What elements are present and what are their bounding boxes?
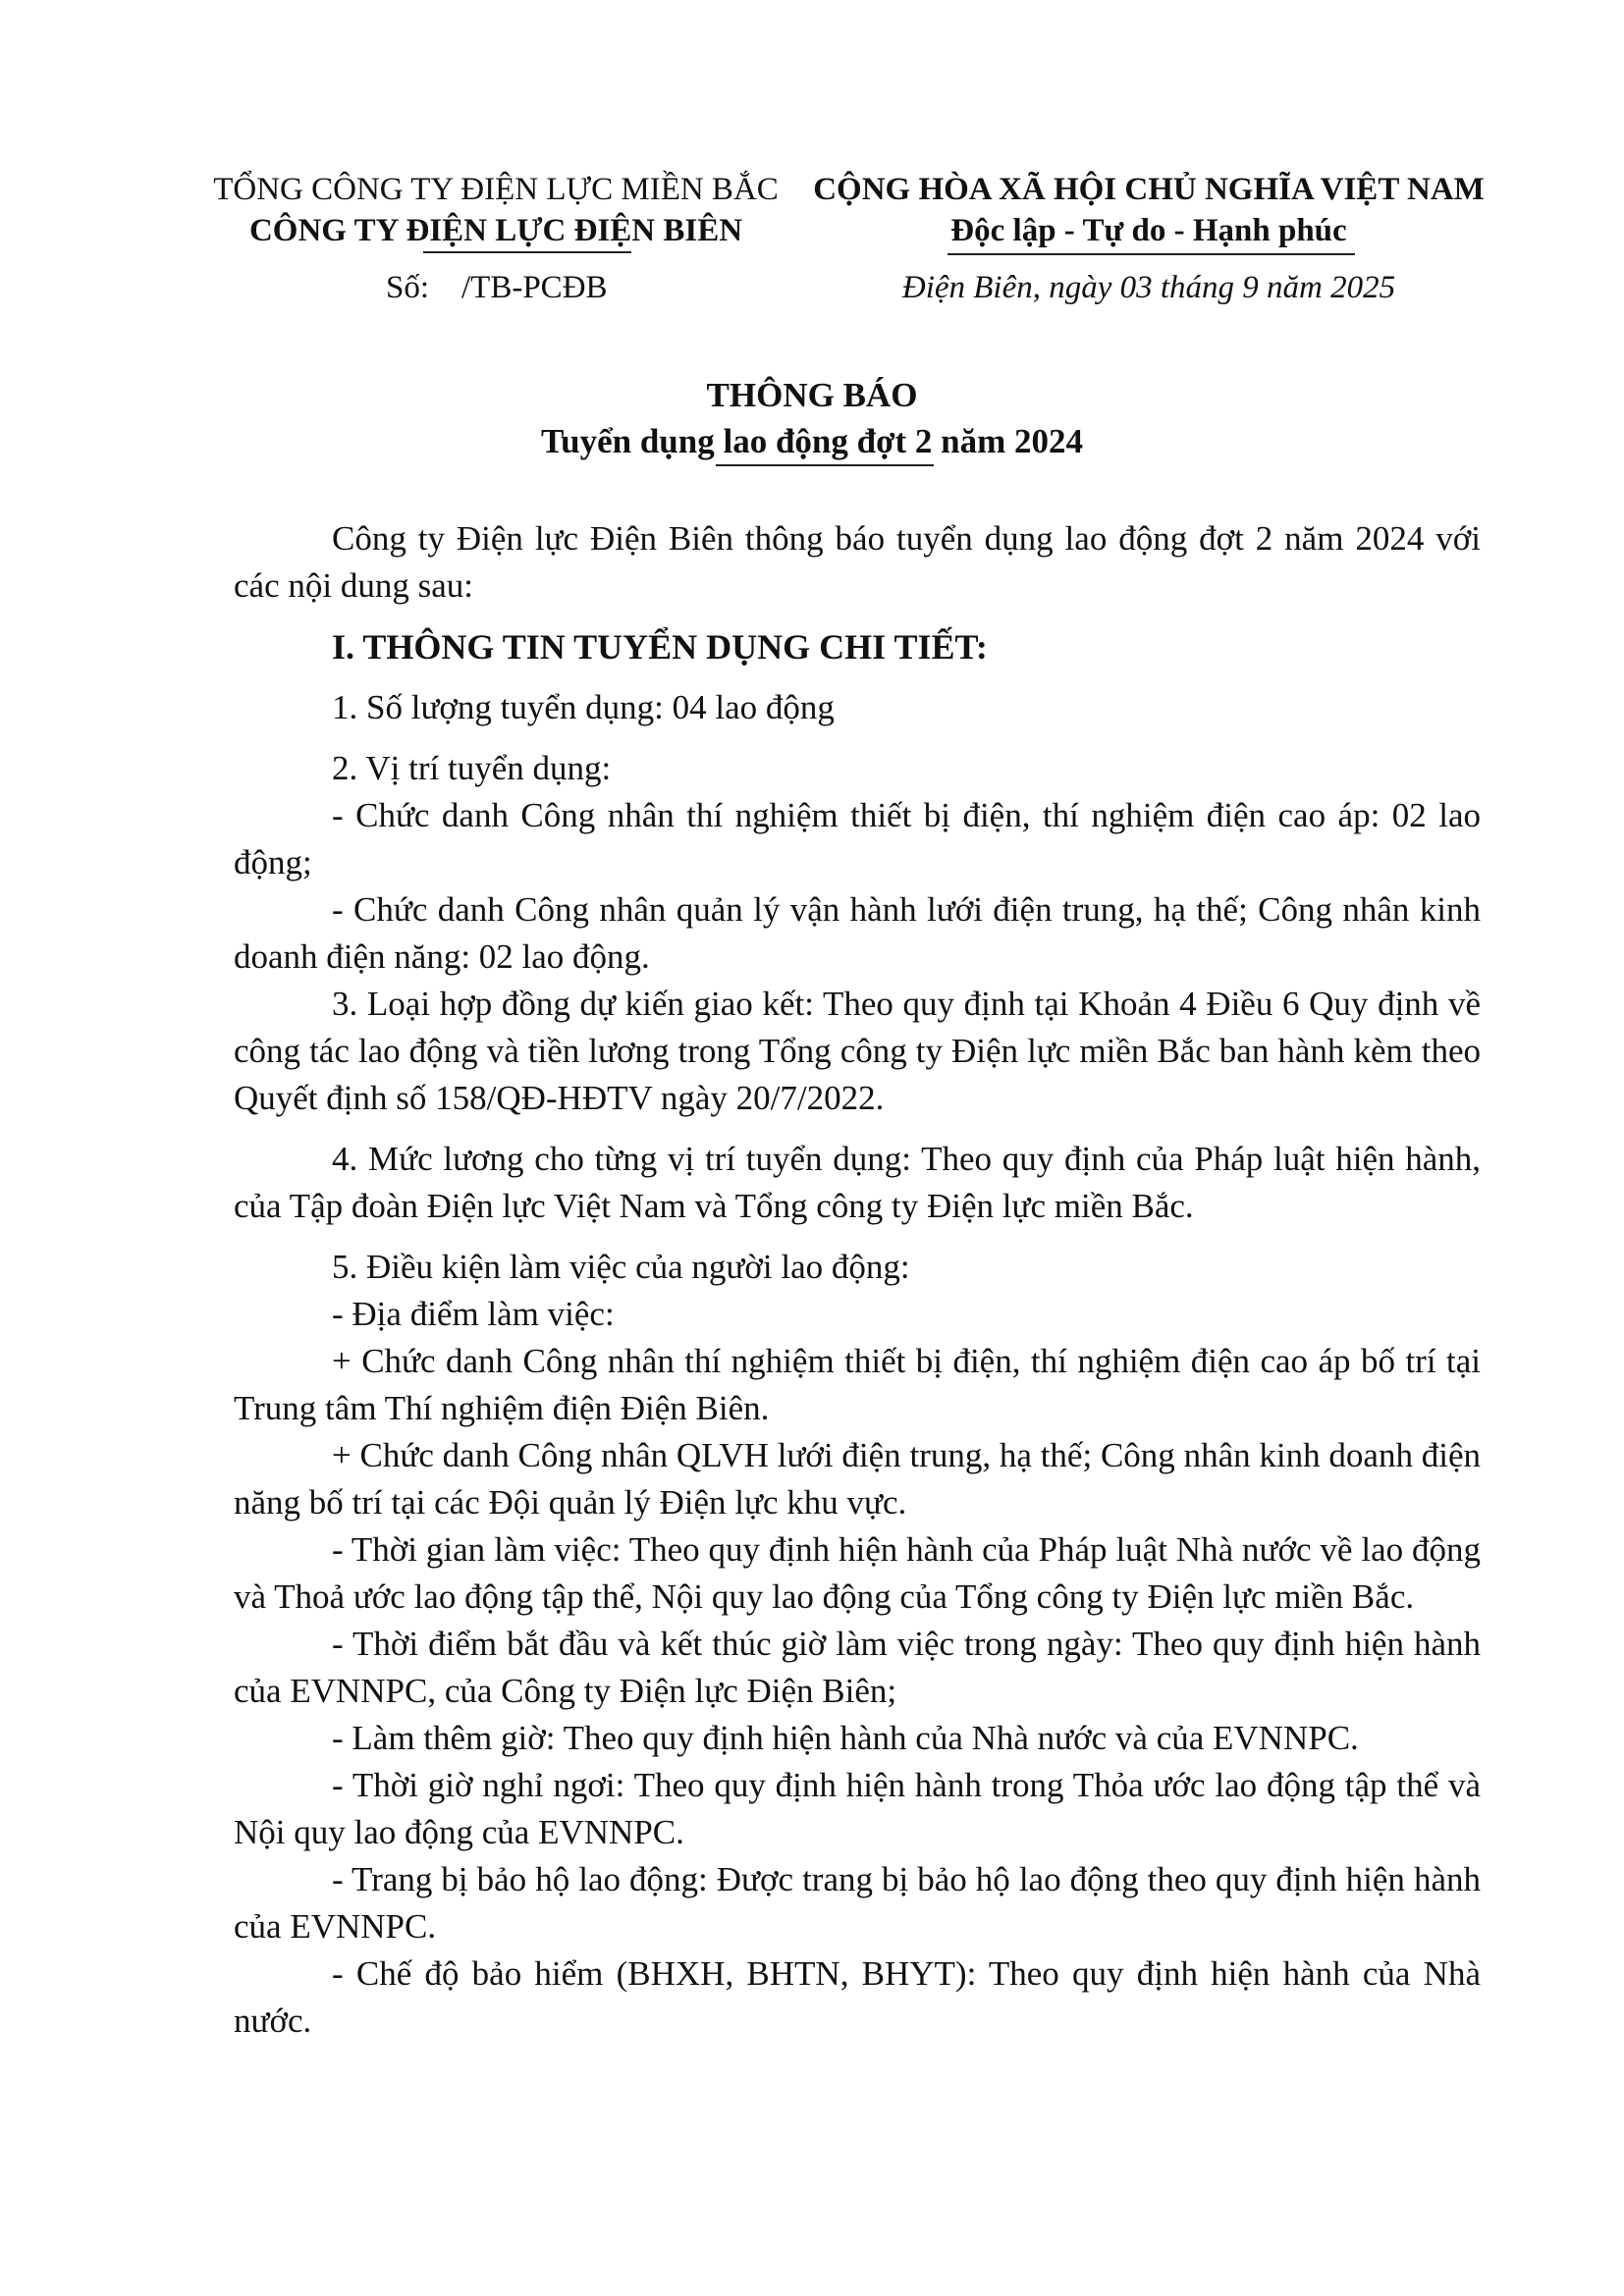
paragraph-contract-type: 3. Loại hợp đồng dự kiến giao kết: Theo quy định tại Khoản 4 Điều 6 Quy định về công tác lao động và tiền lương trong Tổng công ty Điện lực miền Bắc ban hành kèm theo Quyết định số 158/QĐ-HĐTV ngày 20/7/2022. [234,985,1481,1117]
document-number-code: /TB-PCĐB [461,270,608,305]
paragraph-position-testing: - Chức danh Công nhân thí nghiệm thiết bị điện, thí nghiệm điện cao áp: 02 lao động; [234,796,1481,881]
national-motto: Độc lập - Tự do - Hạnh phúc [950,213,1347,248]
paragraph-rest-time: - Thời giờ nghỉ ngơi: Theo quy định hiện hành trong Thỏa ước lao động tập thể và Nội quy lao động của EVNNPC. [234,1766,1481,1851]
notice-title-block [0,373,1624,465]
notice-subtitle: Tuyển dụng lao động đợt 2 năm 2024 [540,422,1084,460]
paragraph-insurance: - Chế độ bảo hiểm (BHXH, BHTN, BHYT): Theo quy định hiện hành của Nhà nước. [234,1954,1481,2040]
notice-title: THÔNG BÁO [706,376,918,414]
paragraph-workplace: - Địa điểm làm việc: [332,1295,615,1333]
paragraph-salary: 4. Mức lương cho từng vị trí tuyển dụng: Theo quy định của Pháp luật hiện hành, của Tập đoàn Điện lực Việt Nam và Tổng công ty Điện lực miền Bắc. [234,1140,1481,1225]
country-name: CỘNG HÒA XÃ HỘI CHỦ NGHĨA VIỆT NAM [813,172,1485,207]
paragraph-overtime: - Làm thêm giờ: Theo quy định hiện hành của Nhà nước và của EVNNPC. [332,1719,1359,1757]
paragraph-quantity: 1. Số lượng tuyển dụng: 04 lao động [332,688,835,726]
subtitle-underline [716,464,934,466]
issuing-organization-block [201,169,790,305]
section-heading: I. THÔNG TIN TUYỂN DỤNG CHI TIẾT: [332,627,988,667]
organization-underline [423,251,631,253]
paragraph-workplace-testing: + Chức danh Công nhân thí nghiệm thiết bị điện, thí nghiệm điện cao áp bố trí tại Trung tâm Thí nghiệm điện Điện Biên. [234,1342,1481,1427]
paragraph-working-time: - Thời gian làm việc: Theo quy định hiện hành của Pháp luật Nhà nước về lao động và Thoả ước lao động tập thể, Nội quy lao động của Tổng công ty Điện lực miền Bắc. [234,1530,1481,1616]
intro-paragraph: Công ty Điện lực Điện Biên thông báo tuyển dụng lao động đợt 2 năm 2024 với các nội dung sau: [234,519,1481,605]
paragraph-working-hours: - Thời điểm bắt đầu và kết thúc giờ làm việc trong ngày: Theo quy định hiện hành của EVNNPC, của Công ty Điện lực Điện Biên; [234,1625,1481,1710]
paragraph-positions: 2. Vị trí tuyển dụng: [332,749,612,787]
national-header-block [800,169,1497,305]
organization-name: CÔNG TY ĐIỆN LỰC ĐIỆN BIÊN [248,213,743,248]
notice-body [234,515,1481,2045]
parent-organization: TỔNG CÔNG TY ĐIỆN LỰC MIỀN BẮC [213,172,779,207]
place-and-date: Điện Biên, ngày 03 tháng 9 năm 2025 [901,270,1396,305]
paragraph-position-operations: - Chức danh Công nhân quản lý vận hành lưới điện trung, hạ thế; Công nhân kinh doanh điện năng: 02 lao động. [234,890,1481,976]
motto-underline [947,253,1355,255]
paragraph-workplace-operations: + Chức danh Công nhân QLVH lưới điện trung, hạ thế; Công nhân kinh doanh điện năng bố trí tại các Đội quản lý Điện lực khu vực. [234,1436,1481,1522]
document-number-label: Số: [386,270,430,305]
paragraph-protective-equipment: - Trang bị bảo hộ lao động: Được trang bị bảo hộ lao động theo quy định hiện hành của EVNNPC. [234,1860,1481,1946]
notice-subtitle-wrap [541,418,1083,465]
paragraph-working-conditions: 5. Điều kiện làm việc của người lao động: [332,1248,910,1286]
